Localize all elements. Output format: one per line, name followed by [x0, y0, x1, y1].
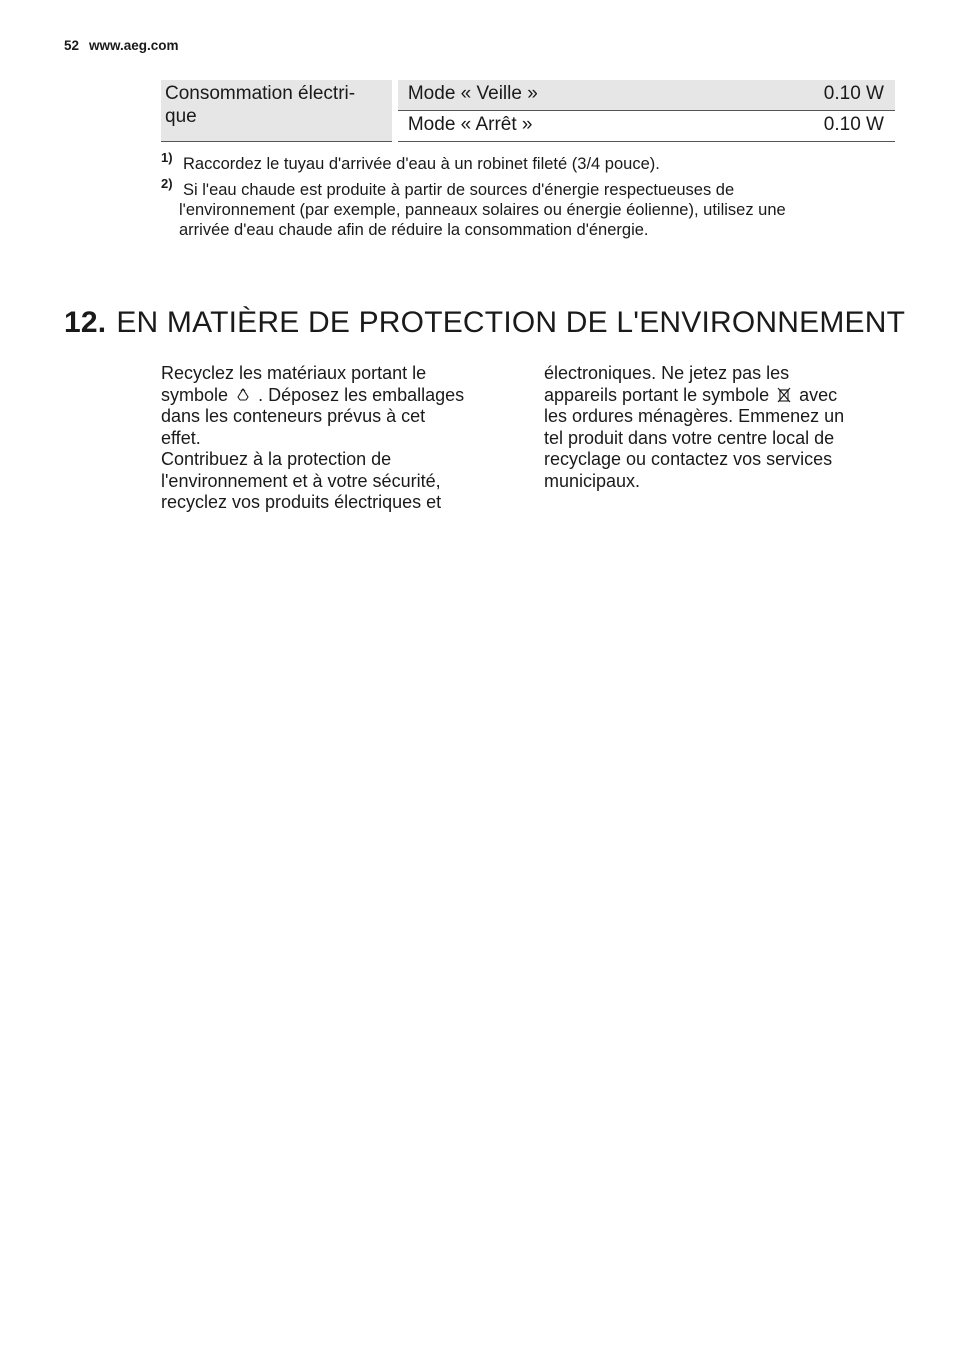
text-line: symbole [161, 384, 229, 405]
left-column [161, 363, 491, 514]
text-line: les ordures ménagères. Emmenez un [544, 406, 845, 426]
value-standby: 0.10 W [712, 80, 895, 111]
footnote-text-line3: arrivée d'eau chaude afin de réduire la consommation d'énergie. [179, 221, 649, 239]
text-line: effet. [161, 427, 201, 448]
site-url: www.aeg.com [89, 38, 179, 53]
consumption-label-line2: que [165, 106, 197, 127]
footnote-text-line2: l'environnement (par exemple, panneaux solaires ou énergie éolienne), utilisez une [179, 201, 786, 219]
text-line: dans les conteneurs prévus à cet [161, 406, 426, 426]
footnote-text-line1: Si l'eau chaude est produite à partir de sources d'énergie respectueuses de [183, 181, 735, 199]
footnote-marker: 1) [161, 150, 173, 165]
text-line: . Déposez les emballages [258, 384, 465, 405]
right-column [544, 363, 884, 492]
text-line: Contribuez à la protection de [161, 449, 392, 469]
text-line: Recyclez les matériaux portant le [161, 363, 427, 383]
table-row [161, 80, 895, 111]
footnote-marker: 2) [161, 176, 173, 191]
text-line: électroniques. Ne jetez pas les [544, 363, 790, 383]
consumption-label-cell [161, 80, 395, 142]
page-header [64, 38, 179, 53]
recycle-icon [236, 387, 250, 403]
section-title: EN MATIÈRE DE PROTECTION DE L'ENVIRONNEMENT [116, 306, 906, 339]
section-number: 12. [64, 306, 107, 339]
mode-standby: Mode « Veille » [395, 80, 712, 111]
paragraph [544, 363, 884, 492]
footnote-text: Raccordez le tuyau d'arrivée d'eau à un robinet fileté (3/4 pouce). [183, 155, 660, 173]
text-line: l'environnement et à votre sécurité, [161, 470, 441, 491]
power-consumption-table [161, 80, 895, 142]
paragraph [161, 363, 491, 514]
text-line: avec [799, 384, 838, 405]
page-number: 52 [64, 38, 80, 53]
section-heading [64, 306, 905, 340]
crossed-bin-icon [777, 387, 791, 403]
text-line: appareils portant le symbole [544, 384, 770, 405]
footnote-2 [161, 176, 901, 240]
mode-off: Mode « Arrêt » [395, 111, 712, 142]
text-line: recyclez vos produits électriques et [161, 492, 442, 512]
footnotes [161, 148, 901, 240]
footnote-1 [161, 150, 901, 174]
value-off: 0.10 W [712, 111, 895, 142]
consumption-label-line1: Consommation électri- [165, 83, 356, 104]
text-line: recyclage ou contactez vos services [544, 449, 833, 469]
text-line: tel produit dans votre centre local de [544, 427, 835, 448]
text-line: municipaux. [544, 470, 641, 491]
